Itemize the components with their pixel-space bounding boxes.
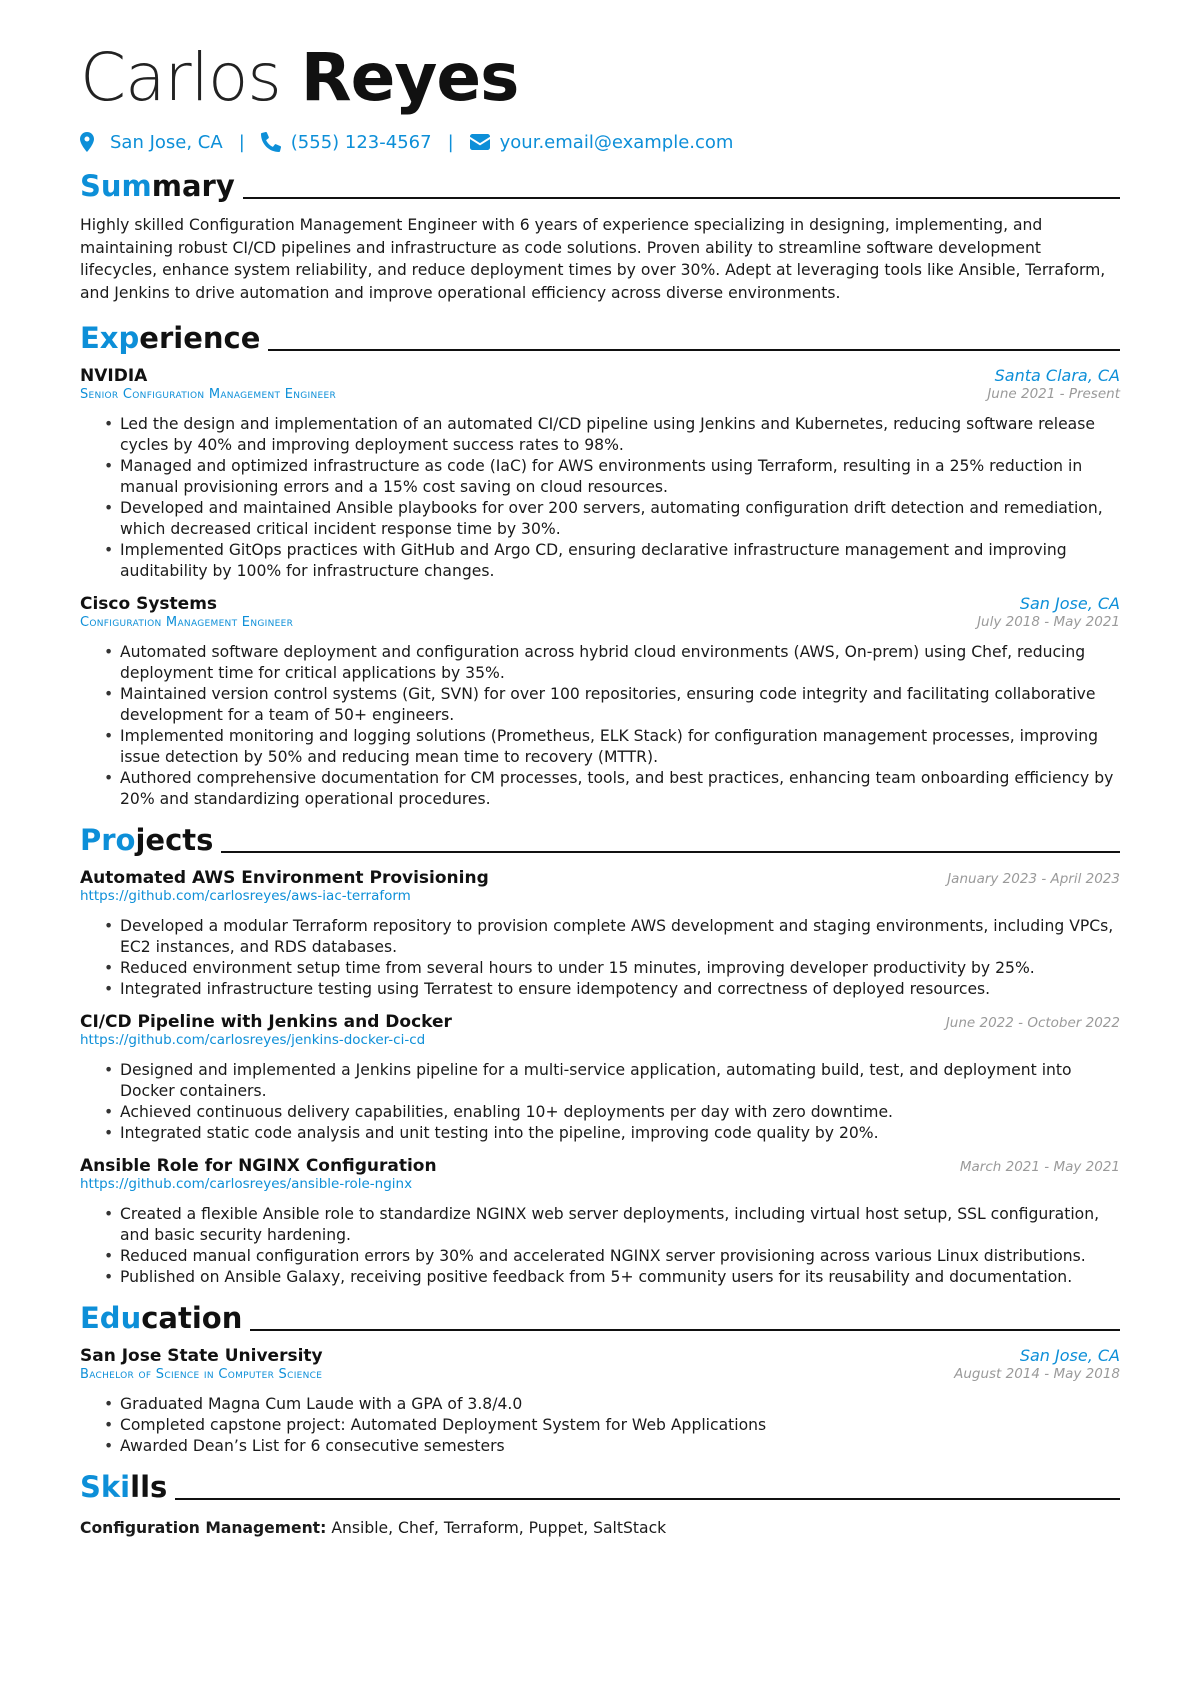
list-item: • Managed and optimized infrastructure as code (IaC) for AWS environments using Terraform, resulting in a 25% reduction in manual provisioning errors and a 15% cost saving on cloud resources. xyxy=(104,456,1120,498)
project-name: Ansible Role for NGINX Configuration xyxy=(80,1156,437,1176)
phone-icon xyxy=(261,132,281,152)
candidate-name xyxy=(80,38,1120,118)
project-link[interactable]: https://github.com/carlosreyes/ansible-role-nginx xyxy=(80,1176,413,1192)
experience-entry xyxy=(80,366,1120,582)
experience-section-header xyxy=(80,316,1120,356)
list-item: • Developed a modular Terraform repository to provision complete AWS development and staging environments, including VPCs, EC2 instances, and RDS databases. xyxy=(104,916,1120,958)
contact-separator: | xyxy=(447,131,454,153)
list-item: • Integrated static code analysis and unit testing into the pipeline, improving code quality by 20%. xyxy=(104,1123,1120,1144)
project-bullets xyxy=(80,1060,1120,1144)
project-entry xyxy=(80,1156,1120,1288)
contact-separator: | xyxy=(238,131,245,153)
degree-name: Bachelor of Science in Computer Science xyxy=(80,1367,323,1382)
list-item: • Automated software deployment and configuration across hybrid cloud environments (AWS, On-prem) using Chef, reducing deployment time for critical applications by 35%. xyxy=(104,642,1120,684)
last-name: Reyes xyxy=(300,39,519,116)
project-dates: March 2021 - May 2021 xyxy=(959,1159,1120,1175)
first-name: Carlos xyxy=(80,39,281,116)
section-rule xyxy=(243,197,1120,199)
skills-section-header xyxy=(80,1465,1120,1505)
list-item: • Graduated Magna Cum Laude with a GPA of 3.8/4.0 xyxy=(104,1394,1120,1415)
project-link[interactable]: https://github.com/carlosreyes/jenkins-docker-ci-cd xyxy=(80,1032,426,1048)
project-bullets xyxy=(80,916,1120,1000)
education-section-header xyxy=(80,1296,1120,1336)
school-location: San Jose, CA xyxy=(1019,1346,1120,1365)
list-item: • Authored comprehensive documentation for CM processes, tools, and best practices, enhancing team onboarding efficiency by 20% and standardizing operational procedures. xyxy=(104,768,1120,810)
map-pin-icon xyxy=(80,132,100,152)
job-bullets xyxy=(80,414,1120,582)
list-item: • Completed capstone project: Automated Deployment System for Web Applications xyxy=(104,1415,1120,1436)
list-item: • Designed and implemented a Jenkins pipeline for a multi-service application, automating build, test, and deployment into Docker containers. xyxy=(104,1060,1120,1102)
project-dates: January 2023 - April 2023 xyxy=(947,871,1120,887)
section-title: Skills xyxy=(80,1470,168,1504)
project-entry xyxy=(80,1012,1120,1144)
list-item: • Led the design and implementation of an automated CI/CD pipeline using Jenkins and Kubernetes, reducing software release cycles by 40% and improving deployment success rates to 98%. xyxy=(104,414,1120,456)
location-text: San Jose, CA xyxy=(110,131,223,153)
job-location: San Jose, CA xyxy=(1019,594,1120,613)
education-entry xyxy=(80,1346,1120,1457)
section-rule xyxy=(250,1329,1120,1331)
section-title: Projects xyxy=(80,823,214,857)
skills-label: Configuration Management: xyxy=(80,1519,327,1537)
contact-email[interactable] xyxy=(470,132,734,153)
summary-section-header xyxy=(80,164,1120,204)
contact-location xyxy=(80,132,223,153)
list-item: • Integrated infrastructure testing using Terratest to ensure idempotency and correctness of deployed resources. xyxy=(104,979,1120,1000)
list-item: • Awarded Dean’s List for 6 consecutive semesters xyxy=(104,1436,1120,1457)
list-item: • Published on Ansible Galaxy, receiving positive feedback from 5+ community users for its reusability and documentation. xyxy=(104,1267,1120,1288)
project-entry xyxy=(80,868,1120,1000)
company-name: NVIDIA xyxy=(80,366,148,386)
email-text: your.email@example.com xyxy=(499,131,734,153)
job-bullets xyxy=(80,642,1120,810)
list-item: • Implemented monitoring and logging solutions (Prometheus, ELK Stack) for configuration management processes, improving issue detection by 50% and reducing mean time to recovery (MTTR). xyxy=(104,726,1120,768)
project-bullets xyxy=(80,1204,1120,1288)
section-rule xyxy=(221,851,1120,853)
summary-text: Highly skilled Configuration Management Engineer with 6 years of experience specializing in designing, implementing, and maintaining robust CI/CD pipelines and infrastructure as code solutions. Proven ability to streamline software development lifecycles, enhance system reliability, and reduce deployment times by over 30%. Adept at leveraging tools like Ansible, Terraform, and Jenkins to drive automation and improve operational efficiency across diverse environments. xyxy=(80,216,1106,302)
experience-entry xyxy=(80,594,1120,810)
job-location: Santa Clara, CA xyxy=(994,366,1120,385)
list-item: • Reduced manual configuration errors by 30% and accelerated NGINX server provisioning across various Linux distributions. xyxy=(104,1246,1120,1267)
company-name: Cisco Systems xyxy=(80,594,218,614)
skills-value: Ansible, Chef, Terraform, Puppet, SaltStack xyxy=(326,1519,667,1537)
job-role: Senior Configuration Management Engineer xyxy=(80,387,337,402)
job-role: Configuration Management Engineer xyxy=(80,615,294,630)
list-item: • Maintained version control systems (Git, SVN) for over 100 repositories, ensuring code integrity and facilitating collaborative development for a team of 50+ engineers. xyxy=(104,684,1120,726)
section-rule xyxy=(268,349,1120,351)
section-title: Summary xyxy=(80,169,235,203)
education-dates: August 2014 - May 2018 xyxy=(954,1366,1120,1382)
school-name: San Jose State University xyxy=(80,1346,323,1366)
list-item: • Created a flexible Ansible role to standardize NGINX web server deployments, including virtual host setup, SSL configuration, and basic security hardening. xyxy=(104,1204,1120,1246)
education-bullets xyxy=(80,1394,1120,1457)
skills-line xyxy=(80,1519,1120,1537)
section-title: Education xyxy=(80,1301,243,1335)
list-item: • Implemented GitOps practices with GitHub and Argo CD, ensuring declarative infrastructure management and improving auditability by 100% for infrastructure changes. xyxy=(104,540,1120,582)
project-name: Automated AWS Environment Provisioning xyxy=(80,868,489,888)
phone-text: (555) 123-4567 xyxy=(290,131,432,153)
envelope-icon xyxy=(470,132,490,152)
contact-phone[interactable] xyxy=(261,132,432,153)
section-title: Experience xyxy=(80,321,261,355)
job-dates: July 2018 - May 2021 xyxy=(977,614,1120,630)
section-rule xyxy=(175,1498,1120,1500)
project-dates: June 2022 - October 2022 xyxy=(945,1015,1120,1031)
list-item: • Developed and maintained Ansible playbooks for over 200 servers, automating configuration drift detection and remediation, which decreased critical incident response time by 30%. xyxy=(104,498,1120,540)
projects-section-header xyxy=(80,818,1120,858)
project-link[interactable]: https://github.com/carlosreyes/aws-iac-terraform xyxy=(80,888,411,904)
job-dates: June 2021 - Present xyxy=(987,386,1120,402)
list-item: • Reduced environment setup time from several hours to under 15 minutes, improving developer productivity by 25%. xyxy=(104,958,1120,979)
list-item: • Achieved continuous delivery capabilities, enabling 10+ deployments per day with zero downtime. xyxy=(104,1102,1120,1123)
project-name: CI/CD Pipeline with Jenkins and Docker xyxy=(80,1012,452,1032)
contact-bar xyxy=(80,128,1120,156)
